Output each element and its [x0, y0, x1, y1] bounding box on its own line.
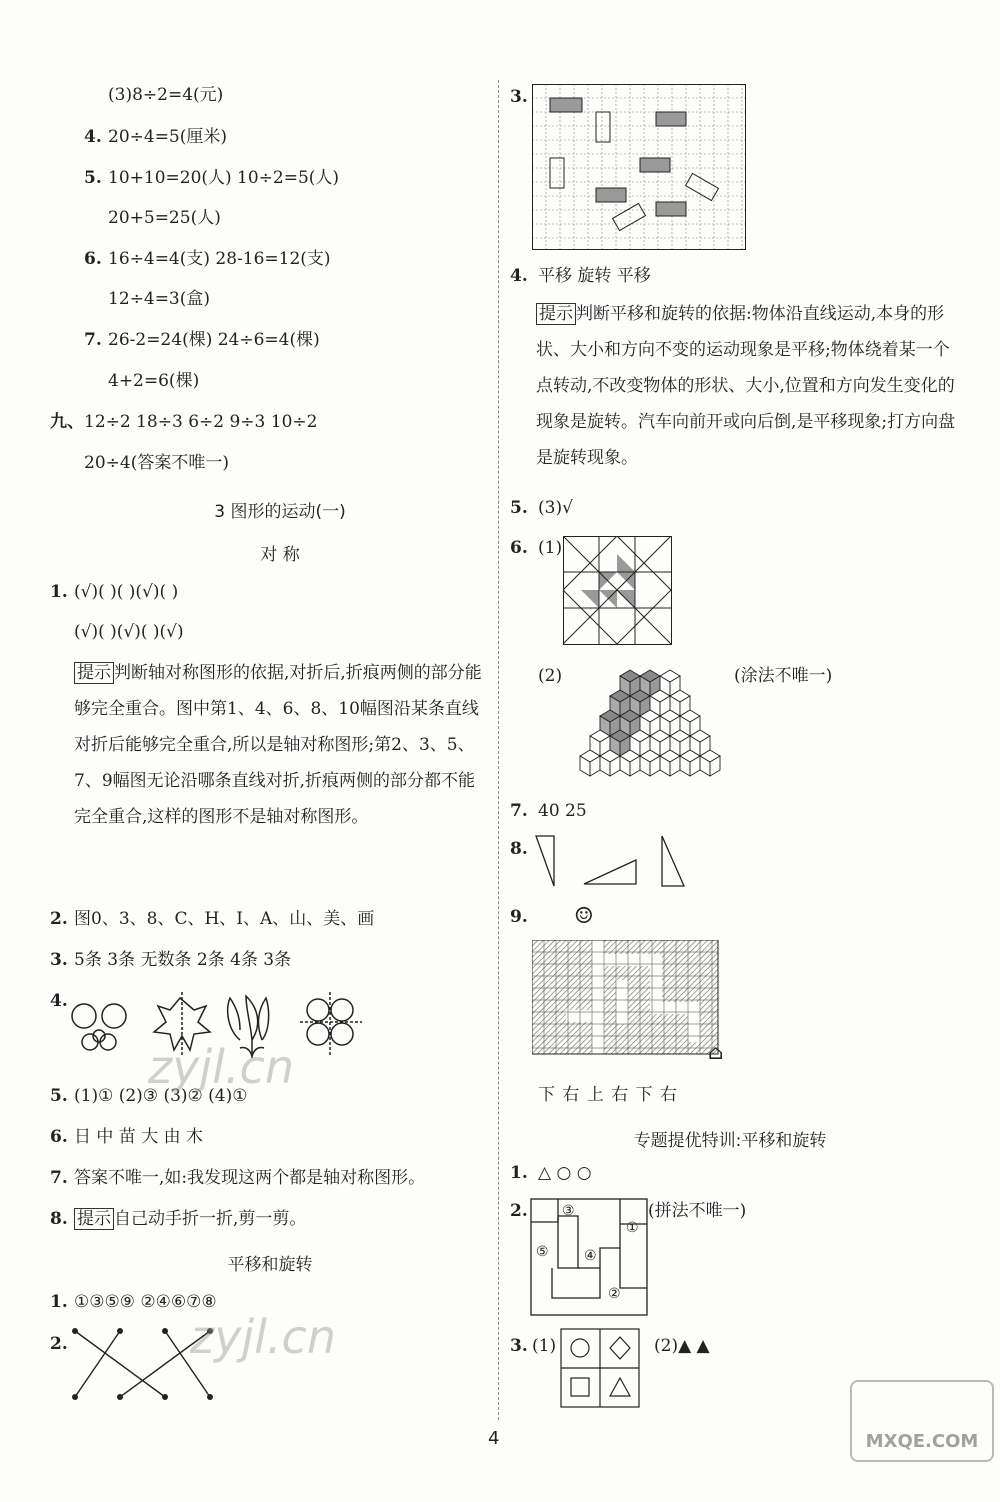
column-divider — [498, 80, 499, 1420]
puzzle-figure — [530, 1198, 648, 1316]
translation-grid-figure — [532, 84, 746, 250]
answer-line: (1)① (2)③ (3)② (4)① — [74, 1086, 248, 1106]
answer-line: 4+2=6(棵) — [108, 371, 200, 391]
question-number: 5. — [50, 1086, 68, 1106]
answer-line: (2) — [538, 666, 563, 686]
question-number: 9. — [510, 907, 528, 927]
question-number: 5. — [510, 498, 528, 518]
answer-line — [74, 1208, 306, 1230]
question-number: 3. — [50, 950, 68, 970]
answer-line: 20+5=25(人) — [108, 208, 221, 228]
answer-note: (涂法不唯一) — [734, 666, 833, 686]
shapes-grid-figure — [560, 1328, 640, 1408]
section-title: 平移和旋转 — [227, 1255, 313, 1275]
answer-line: (1) — [538, 538, 563, 558]
watermark: zyjl.cn — [190, 1310, 336, 1364]
question-number: 6. — [510, 538, 528, 558]
section-title: 专题提优特训:平移和旋转 — [633, 1131, 827, 1151]
chapter-title: 3 图形的运动(一) — [214, 502, 346, 522]
question-number: 3. — [510, 87, 528, 107]
hint-paragraph — [74, 655, 492, 835]
answer-line: 10+10=20(人) 10÷2=5(人) — [108, 168, 340, 188]
answer-line: 16÷4=4(支) 28-16=12(支) — [108, 249, 331, 269]
answer-line: 26-2=24(棵) 24÷6=4(棵) — [108, 330, 320, 350]
answer-line: 图0、3、8、C、H、I、A、山、美、画 — [74, 909, 375, 929]
watermark: zyjl.cn — [148, 1040, 294, 1094]
question-number: 4. — [50, 991, 68, 1011]
answer-line: 12÷4=3(盒) — [108, 289, 211, 309]
answer-note: (拼法不唯一) — [648, 1201, 747, 1221]
maze-grid-figure — [532, 940, 722, 1060]
answer-line: 40 25 — [538, 801, 587, 821]
answer-line: 20÷4(答案不唯一) — [84, 453, 229, 473]
question-number: 5. — [84, 168, 102, 188]
question-number: 2. — [50, 909, 68, 929]
question-number: 2. — [50, 1334, 68, 1354]
corner-logo: MXQE.COM — [850, 1380, 994, 1462]
question-number: 8. — [50, 1209, 68, 1229]
hint-label: 提示 — [74, 662, 114, 684]
piece-label: ④ — [584, 1248, 597, 1264]
question-number: 6. — [50, 1127, 68, 1147]
answer-line: ①③⑤⑨ ②④⑥⑦⑧ — [74, 1292, 217, 1312]
answer-line: (2)▲ ▲ — [654, 1336, 710, 1356]
hint-label: 提示 — [536, 303, 576, 325]
house-icon: ⌂ — [708, 1040, 724, 1064]
answer-line: 日 中 苗 大 由 木 — [74, 1127, 204, 1147]
piece-label: ② — [608, 1286, 621, 1302]
question-number: 8. — [510, 839, 528, 859]
answer-line: 下 右 上 右 下 右 — [538, 1085, 679, 1105]
piece-label: ③ — [562, 1203, 575, 1219]
question-number: 1. — [510, 1163, 528, 1183]
answer-line: (1) — [532, 1336, 557, 1356]
person-icon: ☺ — [574, 904, 594, 929]
question-number: 2. — [510, 1201, 528, 1221]
triangle-figures — [532, 832, 712, 892]
answer-line: (3)8÷2=4(元) — [108, 85, 224, 105]
hint-text: 自己动手折一折,剪一剪。 — [114, 1209, 307, 1229]
question-number: 7. — [510, 801, 528, 821]
cube-pyramid-figure — [560, 660, 760, 780]
hint-paragraph — [536, 296, 956, 476]
answer-line: △ ○ ○ — [538, 1163, 592, 1183]
question-number: 7. — [50, 1168, 68, 1188]
section-title: 对 称 — [260, 545, 300, 565]
answer-line: (√)( )(√)( )(√) — [74, 622, 184, 642]
page-number: 4 — [488, 1428, 500, 1449]
hint-label: 提示 — [74, 1208, 114, 1230]
question-number: 4. — [84, 127, 102, 147]
question-number: 6. — [84, 249, 102, 269]
answer-line: 答案不唯一,如:我发现这两个都是轴对称图形。 — [74, 1168, 426, 1188]
piece-label: ⑤ — [536, 1244, 549, 1260]
answer-line: (√)( )( )(√)( ) — [74, 582, 179, 602]
answer-line: 12÷2 18÷3 6÷2 9÷3 10÷2 — [84, 412, 318, 432]
hint-text: 判断平移和旋转的依据:物体沿直线运动,本身的形状、大小和方向不变的运动现象是平移;物体绕着某一个点转动,不改变物体的形状、大小,位置和方向发生变化的现象是旋转。汽车向前开或向后倒,是平移现象;打方向盘是旋转现象。 — [536, 304, 956, 468]
answer-line: 5条 3条 无数条 2条 4条 3条 — [74, 950, 292, 970]
answer-line: 平移 旋转 平移 — [538, 266, 651, 286]
shaded-square-pattern — [563, 536, 673, 646]
answer-line: (3)√ — [538, 498, 573, 518]
question-number: 4. — [510, 266, 528, 286]
question-number: 1. — [50, 1292, 68, 1312]
answer-line: 20÷4=5(厘米) — [108, 127, 228, 147]
hint-text: 判断轴对称图形的依据,对折后,折痕两侧的部分能够完全重合。图中第1、4、6、8、10幅图沿某条直线对折后能够完全重合,所以是轴对称图形;第2、3、5、7、9幅图无论沿哪条直线对折,折痕两侧的部分都不能完全重合,这样的图形不是轴对称图形。 — [74, 663, 482, 827]
question-number: 1. — [50, 582, 68, 602]
question-number: 九、 — [50, 412, 84, 432]
question-number: 3. — [510, 1336, 528, 1356]
question-number: 7. — [84, 330, 102, 350]
piece-label: ① — [626, 1220, 639, 1236]
